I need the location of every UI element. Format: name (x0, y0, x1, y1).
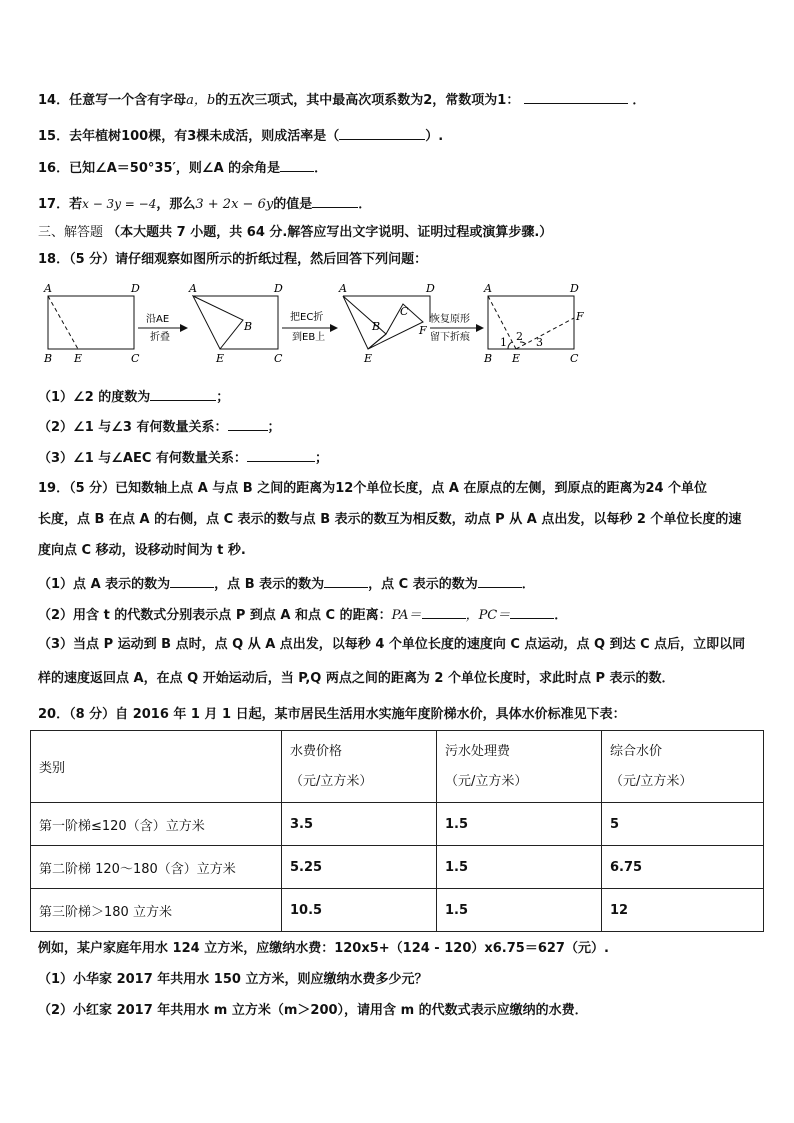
table-cell: 12 (602, 889, 764, 932)
answer-blank[interactable] (324, 573, 368, 588)
table-row (31, 803, 764, 846)
answer-blank[interactable] (510, 604, 554, 619)
table-header-row (31, 731, 764, 803)
answer-blank[interactable] (280, 157, 314, 172)
answer-blank[interactable] (339, 125, 425, 140)
question-20-intro: 20．（8 分）自 2016 年 1 月 1 日起，某市居民生活用水实施年度阶梯水价，具体水价标准见下表： (38, 707, 626, 722)
table-row (31, 889, 764, 932)
arrow-2-top: 把EC折 (290, 312, 324, 323)
question-14: 14．任意写一个含有字母a，b的五次三项式，其中最高次项系数为2，常数项为1： ． (38, 89, 645, 110)
label-A: A (339, 282, 347, 295)
question-17: 17．若x − 3y = −4，那么3 + 2x − 6y的值是 ． (38, 193, 371, 214)
question-18-part-1: （1）∠2 的度数为 ； (38, 386, 229, 407)
table-cell: 10.5 (282, 889, 437, 932)
table-cell: 1.5 (437, 846, 602, 889)
question-19-part-2: （2）用含 t 的代数式分别表示点 P 到点 A 和点 C 的距离：PA＝ ，PC＝ ． (38, 604, 567, 625)
arrow-3-top: 恢复原形 (430, 314, 470, 325)
fold-line-ae (48, 296, 78, 349)
table-cell: 第三阶梯＞180 立方米 (31, 889, 282, 932)
label-C: C (274, 352, 283, 365)
question-16: 16．已知∠A＝50°35′，则∠A 的余角是 ． (38, 157, 327, 178)
crease-ef (516, 318, 574, 349)
label-C: C (400, 305, 409, 318)
label-B: B (484, 352, 493, 365)
question-19-line-2: 长度，点 B 在点 A 的右侧，点 C 表示的数与点 B 表示的数互为相反数，动点 P 从 A 点出发，以每秒 2 个单位长度的速 (38, 512, 742, 527)
label-A: A (484, 282, 492, 295)
label-B: B (372, 320, 381, 333)
paper-outline (193, 296, 278, 349)
label-E: E (512, 352, 521, 365)
angle-2-label: 2 (516, 330, 523, 343)
answer-blank[interactable] (247, 447, 315, 462)
paper-outline (343, 296, 430, 322)
table-cell: 5 (602, 803, 764, 846)
question-18-part-2: （2）∠1 与∠3 有何数量关系： ； (38, 416, 281, 437)
label-F: F (419, 324, 427, 337)
answer-blank[interactable] (312, 193, 358, 208)
label-C: C (131, 352, 140, 365)
label-A: A (44, 282, 52, 295)
question-19-line-3: 度向点 C 移动，设移动时间为 t 秒. (38, 543, 246, 558)
table-cell: 5.25 (282, 846, 437, 889)
label-E: E (216, 352, 225, 365)
header-cell: 综合水价 （元/立方米） (602, 731, 764, 803)
question-20-part-1: （1）小华家 2017 年共用水 150 立方米，则应缴纳水费多少元？ (38, 972, 428, 987)
label-D: D (426, 282, 435, 295)
answer-blank[interactable] (524, 89, 628, 104)
table-row (31, 846, 764, 889)
question-19-part-3-line-2: 样的速度返回点 A，在点 Q 开始运动后，当 P,Q 两点之间的距离为 2 个单位长度时，求此时点 P 表示的数． (38, 671, 675, 686)
table-cell: 第二阶梯 120～180（含）立方米 (31, 846, 282, 889)
question-15: 15．去年植树100棵，有3棵未成活，则成活率是（ ）. (38, 125, 443, 146)
question-20-part-2: （2）小红家 2017 年共用水 m 立方米（m＞200），请用含 m 的代数式表示应缴纳的水费． (38, 1003, 588, 1018)
table-cell: 1.5 (437, 803, 602, 846)
answer-blank[interactable] (228, 416, 268, 431)
label-E: E (74, 352, 83, 365)
folded-triangle (193, 296, 243, 349)
question-20-example: 例如，某户家庭年用水 124 立方米，应缴纳水费：120x5+（124 - 120）x6.75＝627（元）. (38, 941, 609, 956)
table-cell: 6.75 (602, 846, 764, 889)
question-19-part-3-line-1: （3）当点 P 运动到 B 点时，点 Q 从 A 点出发，以每秒 4 个单位长度的速度向 C 点运动，点 Q 到达 C 点后，立即以同 (38, 637, 746, 652)
section-heading: 三、解答题 （本大题共 7 小题，共 64 分.解答应写出文字说明、证明过程或演算步骤.） (38, 225, 553, 240)
table-cell: 第一阶梯≤120（含）立方米 (31, 803, 282, 846)
label-C: C (570, 352, 579, 365)
label-F: F (576, 310, 584, 323)
question-18-intro: 18．（5 分）请仔细观察如图所示的折纸过程，然后回答下列问题： (38, 252, 428, 267)
arrow-3-bottom: 留下折痕 (430, 332, 470, 343)
label-D: D (131, 282, 140, 295)
label-B: B (44, 352, 53, 365)
table-cell: 1.5 (437, 889, 602, 932)
arrow-1-bottom: 折叠 (150, 332, 170, 343)
label-D: D (570, 282, 579, 295)
question-19-part-1: （1）点 A 表示的数为 ，点 B 表示的数为 ，点 C 表示的数为 ． (38, 573, 535, 594)
angle-3-label: 3 (536, 336, 543, 349)
angle-1-label: 1 (500, 336, 507, 349)
table-cell: 3.5 (282, 803, 437, 846)
answer-blank[interactable] (422, 604, 466, 619)
paper-folding-figure (38, 282, 598, 370)
answer-blank[interactable] (150, 386, 216, 401)
label-A: A (189, 282, 197, 295)
question-18-part-3: （3）∠1 与∠AEC 有何数量关系： ； (38, 447, 328, 468)
header-cell: 污水处理费 （元/立方米） (437, 731, 602, 803)
answer-blank[interactable] (170, 573, 214, 588)
answer-blank[interactable] (478, 573, 522, 588)
label-E: E (364, 352, 373, 365)
rectangle-abcd (48, 296, 134, 349)
header-cell: 水费价格 （元/立方米） (282, 731, 437, 803)
water-price-table (30, 730, 764, 932)
arrow-2-bottom: 到EB上 (292, 332, 326, 343)
header-cell: 类别 (31, 731, 282, 803)
question-19-line-1: 19．（5 分）已知数轴上点 A 与点 B 之间的距离为12个单位长度，点 A 在原点的左侧，到原点的距离为24 个单位 (38, 481, 708, 496)
arrow-1-top: 沿AE (146, 314, 170, 325)
label-B: B (244, 320, 253, 333)
label-D: D (274, 282, 283, 295)
